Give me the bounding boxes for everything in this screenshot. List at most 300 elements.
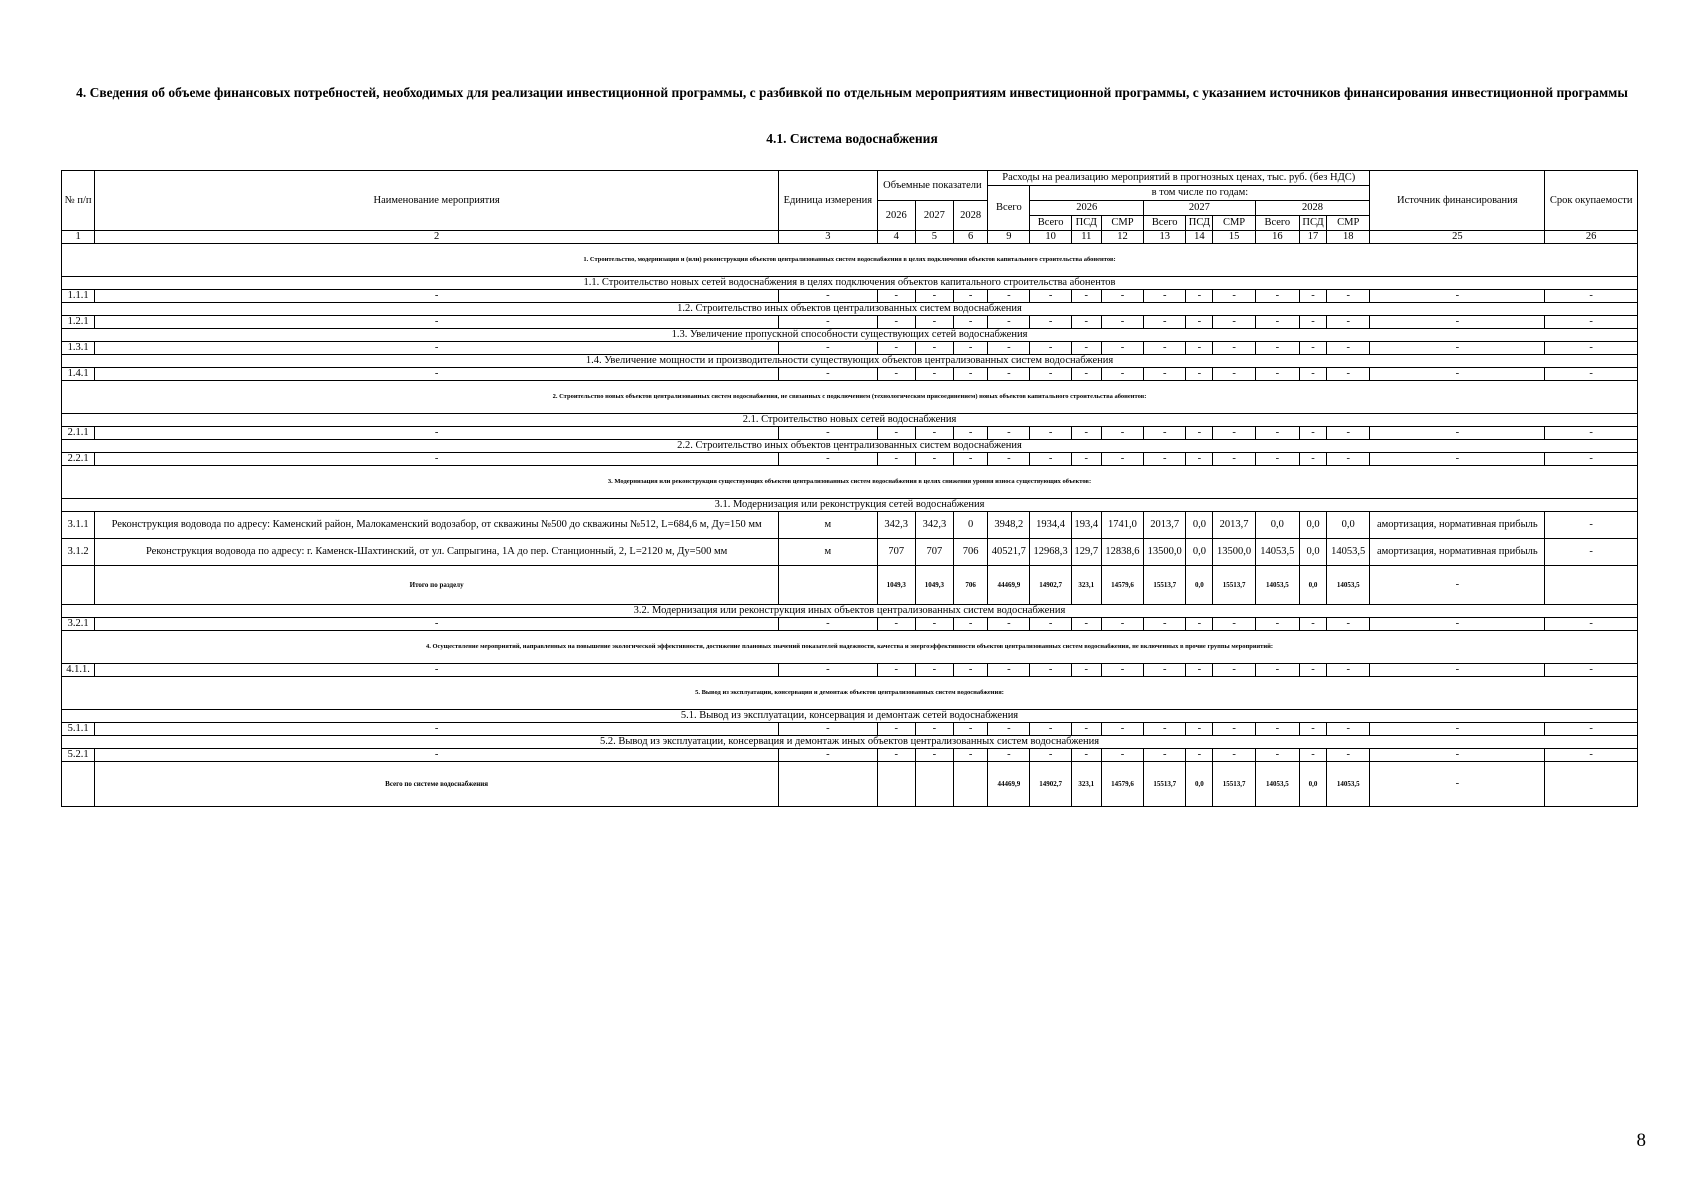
- grand-total-value: 15513,7: [1213, 762, 1255, 807]
- item-name: -: [95, 368, 779, 381]
- header-total: Всего: [988, 186, 1030, 231]
- item-value: -: [1030, 749, 1071, 762]
- item-value: 0,0: [1299, 539, 1326, 566]
- item-value: -: [1144, 368, 1186, 381]
- total-value: 323,1: [1071, 566, 1101, 605]
- item-value: 707: [915, 539, 953, 566]
- empty-item-row: [62, 290, 1638, 303]
- investment-table: [61, 170, 1638, 807]
- item-value: -: [1101, 368, 1143, 381]
- empty-item-row: [62, 664, 1638, 677]
- item-value: -: [1101, 316, 1143, 329]
- item-value: -: [1186, 427, 1213, 440]
- item-value: -: [1101, 427, 1143, 440]
- item-value: -: [1213, 664, 1255, 677]
- item-value: -: [1071, 290, 1101, 303]
- item-num: 3.2.1: [62, 618, 95, 631]
- item-value: -: [988, 316, 1030, 329]
- section-title: 4.1. Система водоснабжения: [766, 131, 938, 146]
- item-value: 342,3: [915, 512, 953, 539]
- item-row: [62, 512, 1638, 539]
- item-value: -: [779, 427, 878, 440]
- item-name: -: [95, 723, 779, 736]
- column-number: 9: [988, 231, 1030, 244]
- item-value: -: [1299, 453, 1326, 466]
- item-value: -: [1144, 427, 1186, 440]
- item-name: -: [95, 290, 779, 303]
- item-value: 342,3: [877, 512, 915, 539]
- group-heading: 4. Осуществление мероприятий, направленных на повышение экологической эффективности, достижение плановых значений показателей надежности, качества и энергоэффективности объектов централизованных систем водоснабжения, не включенных в прочие группы мероприятий:: [62, 631, 1638, 664]
- header-source: Источник финансирования: [1370, 171, 1545, 231]
- column-number: 16: [1255, 231, 1299, 244]
- subsection-heading: 2.2. Строительство иных объектов централизованных систем водоснабжения: [62, 440, 1638, 453]
- item-value: -: [779, 290, 878, 303]
- column-number: 18: [1327, 231, 1370, 244]
- subsection-heading: 1.3. Увеличение пропускной способности существующих сетей водоснабжения: [62, 329, 1638, 342]
- item-value: -: [1327, 618, 1370, 631]
- item-value: -: [1144, 723, 1186, 736]
- item-value: -: [1144, 342, 1186, 355]
- total-unit: [779, 566, 878, 605]
- item-value: -: [1213, 749, 1255, 762]
- item-num: 3.1.2: [62, 539, 95, 566]
- column-number: 3: [779, 231, 878, 244]
- item-value: -: [1370, 368, 1545, 381]
- item-value: -: [915, 316, 953, 329]
- column-number: 11: [1071, 231, 1101, 244]
- page-number: 8: [1636, 1130, 1646, 1151]
- item-value: -: [988, 664, 1030, 677]
- item-value: -: [779, 316, 878, 329]
- item-value: -: [1030, 453, 1071, 466]
- item-value: -: [1071, 723, 1101, 736]
- item-value: -: [1299, 427, 1326, 440]
- item-value: -: [1255, 453, 1299, 466]
- item-value: -: [1545, 368, 1638, 381]
- subsection-heading: 5.2. Вывод из эксплуатации, консервация и демонтаж иных объектов централизованных систем водоснабжения: [62, 736, 1638, 749]
- item-value: -: [1144, 618, 1186, 631]
- item-value: -: [1101, 749, 1143, 762]
- item-name: -: [95, 427, 779, 440]
- item-value: -: [1071, 427, 1101, 440]
- subsection-heading: 5.1. Вывод из эксплуатации, консервация и демонтаж сетей водоснабжения: [62, 710, 1638, 723]
- grand-total-label: Всего по системе водоснабжения: [95, 762, 779, 807]
- subsection-heading: 3.2. Модернизация или реконструкция иных объектов централизованных систем водоснабжения: [62, 605, 1638, 618]
- item-value: -: [1299, 664, 1326, 677]
- item-value: -: [1545, 664, 1638, 677]
- header-num: № п/п: [62, 171, 95, 231]
- item-value: -: [1327, 749, 1370, 762]
- subsection-row: [62, 499, 1638, 512]
- header-cost-2027: 2027: [1144, 201, 1256, 216]
- item-value: -: [877, 453, 915, 466]
- item-num: 1.1.1: [62, 290, 95, 303]
- item-value: -: [1255, 723, 1299, 736]
- item-row: [62, 539, 1638, 566]
- subsection-row: [62, 710, 1638, 723]
- item-num: 1.3.1: [62, 342, 95, 355]
- grand-total-value: 14053,5: [1327, 762, 1370, 807]
- item-num: 4.1.1.: [62, 664, 95, 677]
- group-heading: 5. Вывод из эксплуатации, консервация и демонтаж объектов централизованных систем водоснабжения:: [62, 677, 1638, 710]
- item-value: -: [1545, 427, 1638, 440]
- item-value: -: [1186, 749, 1213, 762]
- item-value: -: [1299, 368, 1326, 381]
- header-2028-psd: ПСД: [1299, 216, 1326, 231]
- item-value: -: [1327, 368, 1370, 381]
- item-value: -: [1370, 723, 1545, 736]
- item-unit: м: [779, 539, 878, 566]
- item-value: -: [1213, 618, 1255, 631]
- item-value: -: [915, 368, 953, 381]
- column-number: 4: [877, 231, 915, 244]
- item-source: амортизация, нормативная прибыль: [1370, 512, 1545, 539]
- group-heading: 2. Строительство новых объектов централизованных систем водоснабжения, не связанных с подключением (технологическим присоединением) новых объектов капитального строительства абонентов:: [62, 381, 1638, 414]
- group-heading-row: [62, 631, 1638, 664]
- item-value: -: [1186, 290, 1213, 303]
- empty-item-row: [62, 342, 1638, 355]
- item-value: -: [915, 290, 953, 303]
- grand-total-value: 323,1: [1071, 762, 1101, 807]
- item-value: -: [1186, 316, 1213, 329]
- item-value: 707: [877, 539, 915, 566]
- item-value: -: [954, 749, 988, 762]
- item-value: -: [1327, 316, 1370, 329]
- grand-total-num: [62, 762, 95, 807]
- column-number: 6: [954, 231, 988, 244]
- column-number: 2: [95, 231, 779, 244]
- subsection-row: [62, 355, 1638, 368]
- empty-item-row: [62, 618, 1638, 631]
- item-value: -: [1545, 749, 1638, 762]
- page-title: 4. Сведения об объеме финансовых потребностей, необходимых для реализации инвестиционной программы, с разбивкой по отдельным мероприятиям инвестиционной программы, с указанием источников финансирования инвестиционной программы: [76, 85, 1628, 100]
- header-costs: Расходы на реализацию мероприятий в прогнозных ценах, тыс. руб. (без НДС): [988, 171, 1370, 186]
- subsection-heading: 1.1. Строительство новых сетей водоснабжения в целях подключения объектов капитального строительства абонентов: [62, 277, 1638, 290]
- header-unit: Единица измерения: [779, 171, 878, 231]
- item-num: 2.1.1: [62, 427, 95, 440]
- item-value: -: [779, 664, 878, 677]
- header-2026-smr: СМР: [1101, 216, 1143, 231]
- item-value: -: [1299, 342, 1326, 355]
- item-value: -: [954, 427, 988, 440]
- item-value: -: [915, 723, 953, 736]
- header-2028-total: Всего: [1255, 216, 1299, 231]
- item-value: -: [1299, 290, 1326, 303]
- item-value: 14053,5: [1255, 539, 1299, 566]
- item-value: -: [877, 368, 915, 381]
- item-value: -: [988, 618, 1030, 631]
- item-value: -: [1545, 723, 1638, 736]
- item-value: -: [1186, 664, 1213, 677]
- item-value: -: [915, 342, 953, 355]
- item-value: -: [1327, 723, 1370, 736]
- item-value: -: [1327, 664, 1370, 677]
- total-label: Итого по разделу: [95, 566, 779, 605]
- item-source: амортизация, нормативная прибыль: [1370, 539, 1545, 566]
- item-value: -: [1101, 453, 1143, 466]
- item-value: -: [1370, 453, 1545, 466]
- section-total-row: [62, 566, 1638, 605]
- header-volume: Объемные показатели: [877, 171, 988, 201]
- item-value: 2013,7: [1213, 512, 1255, 539]
- item-value: -: [1101, 618, 1143, 631]
- item-value: -: [988, 749, 1030, 762]
- item-value: -: [1327, 427, 1370, 440]
- item-value: -: [1030, 290, 1071, 303]
- item-value: -: [877, 316, 915, 329]
- empty-item-row: [62, 316, 1638, 329]
- item-value: -: [1545, 316, 1638, 329]
- item-value: -: [1255, 749, 1299, 762]
- grand-total-value: 0,0: [1299, 762, 1326, 807]
- item-num: 2.2.1: [62, 453, 95, 466]
- item-value: -: [779, 749, 878, 762]
- item-num: 1.4.1: [62, 368, 95, 381]
- item-value: -: [1327, 342, 1370, 355]
- item-value: 12838,6: [1101, 539, 1143, 566]
- total-value: 15513,7: [1144, 566, 1186, 605]
- item-value: -: [1327, 290, 1370, 303]
- item-value: 0,0: [1186, 539, 1213, 566]
- item-value: -: [1071, 664, 1101, 677]
- item-value: -: [1071, 618, 1101, 631]
- item-value: -: [1213, 316, 1255, 329]
- grand-total-value: 0,0: [1186, 762, 1213, 807]
- item-name: -: [95, 342, 779, 355]
- item-value: -: [1186, 723, 1213, 736]
- empty-item-row: [62, 453, 1638, 466]
- item-value: -: [1144, 453, 1186, 466]
- total-value: 0,0: [1186, 566, 1213, 605]
- item-name: -: [95, 453, 779, 466]
- item-value: -: [1255, 342, 1299, 355]
- item-name: -: [95, 316, 779, 329]
- item-value: -: [1186, 342, 1213, 355]
- item-value: -: [1101, 290, 1143, 303]
- item-value: -: [1299, 749, 1326, 762]
- item-value: -: [1186, 368, 1213, 381]
- item-value: -: [1255, 316, 1299, 329]
- grand-total-row: [62, 762, 1638, 807]
- item-value: -: [1186, 453, 1213, 466]
- item-value: -: [1144, 290, 1186, 303]
- item-value: -: [988, 427, 1030, 440]
- item-payback: -: [1545, 512, 1638, 539]
- grand-total-unit: [779, 762, 878, 807]
- item-value: 14053,5: [1327, 539, 1370, 566]
- group-heading-row: [62, 381, 1638, 414]
- item-value: -: [1144, 664, 1186, 677]
- item-value: 129,7: [1071, 539, 1101, 566]
- total-payback: [1545, 566, 1638, 605]
- item-value: -: [1299, 618, 1326, 631]
- header-2028-smr: СМР: [1327, 216, 1370, 231]
- item-value: -: [1370, 316, 1545, 329]
- item-name: -: [95, 749, 779, 762]
- item-value: -: [915, 618, 953, 631]
- subsection-row: [62, 303, 1638, 316]
- item-value: -: [1101, 342, 1143, 355]
- item-value: 3948,2: [988, 512, 1030, 539]
- item-value: 13500,0: [1213, 539, 1255, 566]
- item-value: -: [1327, 453, 1370, 466]
- item-value: -: [1144, 316, 1186, 329]
- header-by-years: в том числе по годам:: [1030, 186, 1370, 201]
- item-value: -: [779, 723, 878, 736]
- item-value: -: [1255, 427, 1299, 440]
- subsection-heading: 1.4. Увеличение мощности и производительности существующих объектов централизованных систем водоснабжения: [62, 355, 1638, 368]
- item-value: -: [1213, 723, 1255, 736]
- item-value: -: [1101, 664, 1143, 677]
- header-2027-psd: ПСД: [1186, 216, 1213, 231]
- item-value: -: [915, 664, 953, 677]
- item-value: 1741,0: [1101, 512, 1143, 539]
- item-value: -: [954, 618, 988, 631]
- header-2026-psd: ПСД: [1071, 216, 1101, 231]
- header-vol-2028: 2028: [954, 201, 988, 231]
- grand-total-value: 15513,7: [1144, 762, 1186, 807]
- total-num: [62, 566, 95, 605]
- item-value: -: [1370, 664, 1545, 677]
- empty-item-row: [62, 427, 1638, 440]
- group-heading-row: [62, 677, 1638, 710]
- item-value: -: [1071, 453, 1101, 466]
- item-value: -: [915, 453, 953, 466]
- item-value: -: [1213, 290, 1255, 303]
- group-heading: 3. Модернизация или реконструкция существующих объектов централизованных систем водоснабжения в целях снижения уровня износа существующих объектов:: [62, 466, 1638, 499]
- empty-item-row: [62, 368, 1638, 381]
- item-value: -: [1213, 427, 1255, 440]
- empty-item-row: [62, 723, 1638, 736]
- item-value: -: [877, 723, 915, 736]
- item-name: Реконструкция водовода по адресу: г. Каменск-Шахтинский, от ул. Сапрыгина, 1А до пер. Станционный, 2, L=2120 м, Ду=500 мм: [95, 539, 779, 566]
- item-value: 706: [954, 539, 988, 566]
- item-value: -: [779, 368, 878, 381]
- item-value: -: [877, 290, 915, 303]
- item-value: -: [954, 342, 988, 355]
- item-value: -: [1030, 342, 1071, 355]
- column-number: 1: [62, 231, 95, 244]
- item-value: -: [1213, 368, 1255, 381]
- item-value: -: [1255, 290, 1299, 303]
- group-heading-row: [62, 466, 1638, 499]
- header-2027-total: Всего: [1144, 216, 1186, 231]
- column-number: 26: [1545, 231, 1638, 244]
- item-value: -: [988, 453, 1030, 466]
- total-value: 14053,5: [1327, 566, 1370, 605]
- item-name: -: [95, 618, 779, 631]
- item-name: Реконструкция водовода по адресу: Каменский район, Малокаменский водозабор, от скважины №500 до скважины №512, L=684,6 м, Ду=150 мм: [95, 512, 779, 539]
- subsection-row: [62, 605, 1638, 618]
- item-payback: -: [1545, 539, 1638, 566]
- item-value: -: [1255, 368, 1299, 381]
- grand-total-value: 14579,6: [1101, 762, 1143, 807]
- item-value: -: [954, 290, 988, 303]
- item-value: 2013,7: [1144, 512, 1186, 539]
- item-name: -: [95, 664, 779, 677]
- item-value: -: [1545, 290, 1638, 303]
- column-number: 15: [1213, 231, 1255, 244]
- total-value: 706: [954, 566, 988, 605]
- item-num: 1.2.1: [62, 316, 95, 329]
- header-2027-smr: СМР: [1213, 216, 1255, 231]
- item-value: -: [1299, 316, 1326, 329]
- grand-total-source: -: [1370, 762, 1545, 807]
- item-value: -: [1545, 453, 1638, 466]
- subsection-row: [62, 277, 1638, 290]
- item-value: 0,0: [1299, 512, 1326, 539]
- item-value: -: [915, 749, 953, 762]
- grand-total-payback: [1545, 762, 1638, 807]
- header-name: Наименование мероприятия: [95, 171, 779, 231]
- total-value: 0,0: [1299, 566, 1326, 605]
- item-value: -: [1030, 664, 1071, 677]
- item-value: -: [1545, 342, 1638, 355]
- subsection-row: [62, 329, 1638, 342]
- item-value: -: [1370, 427, 1545, 440]
- item-value: -: [1370, 749, 1545, 762]
- column-number: 25: [1370, 231, 1545, 244]
- item-value: -: [877, 427, 915, 440]
- item-value: -: [1255, 664, 1299, 677]
- item-value: -: [954, 368, 988, 381]
- item-value: -: [1030, 723, 1071, 736]
- total-value: 44469,9: [988, 566, 1030, 605]
- item-value: 12968,3: [1030, 539, 1071, 566]
- item-value: -: [1030, 427, 1071, 440]
- subsection-row: [62, 440, 1638, 453]
- header-vol-2027: 2027: [915, 201, 953, 231]
- subsection-row: [62, 414, 1638, 427]
- item-value: -: [954, 664, 988, 677]
- item-value: 40521,7: [988, 539, 1030, 566]
- item-value: 0,0: [1186, 512, 1213, 539]
- item-value: -: [1255, 618, 1299, 631]
- item-value: -: [988, 290, 1030, 303]
- total-value: 1049,3: [877, 566, 915, 605]
- item-value: -: [1101, 723, 1143, 736]
- header-cost-2026: 2026: [1030, 201, 1144, 216]
- item-value: 0: [954, 512, 988, 539]
- item-value: 0,0: [1255, 512, 1299, 539]
- grand-total-volume: [915, 762, 953, 807]
- item-value: 193,4: [1071, 512, 1101, 539]
- total-value: 14053,5: [1255, 566, 1299, 605]
- item-num: 5.2.1: [62, 749, 95, 762]
- item-value: -: [779, 453, 878, 466]
- item-value: 13500,0: [1144, 539, 1186, 566]
- item-value: -: [1186, 618, 1213, 631]
- item-num: 3.1.1: [62, 512, 95, 539]
- subsection-heading: 2.1. Строительство новых сетей водоснабжения: [62, 414, 1638, 427]
- grand-total-volume: [877, 762, 915, 807]
- item-value: -: [1071, 749, 1101, 762]
- subsection-heading: 1.2. Строительство иных объектов централизованных систем водоснабжения: [62, 303, 1638, 316]
- header-payback: Срок окупаемости: [1545, 171, 1638, 231]
- item-value: -: [988, 723, 1030, 736]
- item-value: -: [915, 427, 953, 440]
- header-2026-total: Всего: [1030, 216, 1071, 231]
- item-value: -: [988, 342, 1030, 355]
- column-number: 13: [1144, 231, 1186, 244]
- column-number: 10: [1030, 231, 1071, 244]
- item-value: -: [954, 723, 988, 736]
- grand-total-value: 44469,9: [988, 762, 1030, 807]
- total-value: 1049,3: [915, 566, 953, 605]
- item-value: -: [1370, 342, 1545, 355]
- item-value: -: [954, 453, 988, 466]
- item-value: -: [877, 618, 915, 631]
